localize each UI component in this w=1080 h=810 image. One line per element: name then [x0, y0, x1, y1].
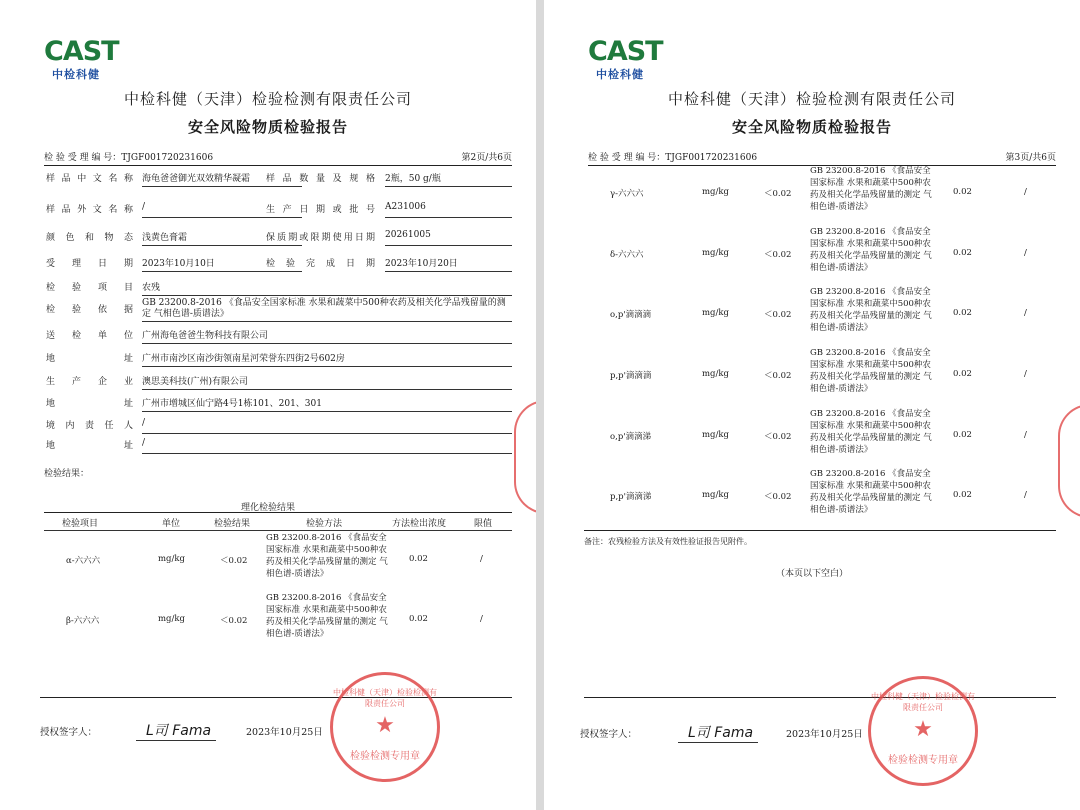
cell-method: GB 23200.8-2016 《食品安全国家标准 水果和蔬菜中500种农药及相关化学品残留量的测定 气相色谱-质谱法》: [810, 166, 932, 212]
field-label: 受 理 日 期: [46, 259, 134, 269]
field-value: A231006: [385, 202, 426, 212]
cell-item: o,p'滴滴涕: [610, 432, 652, 442]
field-label: 送 检 单 位: [46, 331, 134, 341]
field-label: 生 产 企 业: [46, 377, 134, 387]
table-header: [44, 514, 512, 531]
cell-limit: /: [1024, 187, 1027, 197]
field-value: 农残: [142, 283, 161, 293]
col-header: 方法检出浓度: [392, 519, 447, 529]
cell-unit: mg/kg: [702, 248, 729, 258]
stamp-star-icon: ★: [375, 713, 395, 738]
field-row: [44, 274, 512, 296]
cell-unit: mg/kg: [702, 369, 729, 379]
field-value: 浅黄色膏霜: [142, 233, 188, 243]
col-header: 检验方法: [306, 519, 343, 529]
cast-logo: [588, 38, 663, 82]
logo-mark: CAST: [588, 36, 663, 67]
field-value: 20261005: [385, 230, 431, 240]
signature: L司 Fama: [688, 725, 754, 741]
cell-unit: mg/kg: [702, 490, 729, 500]
cell-lod: 0.02: [953, 369, 972, 379]
field-label: 生 产 日 期 或 批 号: [266, 205, 376, 215]
cell-item: β-六六六: [66, 616, 100, 626]
field-row: [44, 412, 512, 434]
results-heading: 检验结果：: [44, 469, 90, 479]
cell-lod: 0.02: [953, 430, 972, 440]
signer-label: 授权签字人：: [580, 729, 638, 740]
cell-result: ＜0.02: [220, 616, 248, 626]
cell-result: ＜0.02: [764, 250, 792, 260]
page-number: 第3页/共6页: [1005, 153, 1056, 163]
field-row: [44, 368, 512, 390]
cell-item: p,p'滴滴滴: [610, 371, 652, 381]
field-value: 澳思美科技(广州)有限公司: [142, 377, 249, 387]
field-value: GB 23200.8-2016 《食品安全国家标准 水果和蔬菜中500种农药及相关化学品残留量的测定 气相色谱-质谱法》: [142, 298, 506, 319]
logo-cn: 中检科健: [596, 68, 644, 81]
cell-item: p,p'滴滴涕: [610, 492, 652, 502]
field-label: 样 品 外 文 名 称: [46, 205, 134, 215]
field-row: [44, 322, 512, 344]
field-value: 2023年10月10日: [142, 259, 215, 269]
field-row: [44, 432, 512, 454]
stamp-ring-text: 中检科健（天津）检验检测有限责任公司: [871, 692, 975, 712]
cell-unit: mg/kg: [702, 430, 729, 440]
cell-limit: /: [1024, 369, 1027, 379]
cell-lod: 0.02: [953, 248, 972, 258]
stamp-bottom-text: 检验检测专用章: [888, 755, 958, 766]
field-value: 广州市南沙区南沙街领南星河荣誉东四街2号602房: [142, 354, 345, 364]
field-label: 地 址: [46, 441, 134, 451]
report-title: 安全风险物质检验报告: [731, 118, 892, 136]
cell-result: ＜0.02: [220, 556, 248, 566]
field-label: 检 验 依 据: [46, 305, 134, 315]
cell-limit: /: [1024, 308, 1027, 318]
stamp-ring-text: 中检科健（天津）检验检测有限责任公司: [333, 688, 437, 708]
field-value: 2瓶，50 g/瓶: [385, 174, 441, 184]
field-row: [44, 345, 512, 367]
cell-item: α-六六六: [66, 556, 101, 566]
cell-limit: /: [1024, 248, 1027, 258]
acceptance-number: 检 验 受 理 编 号：TJGF001720231606: [44, 153, 214, 163]
cell-result: ＜0.02: [764, 432, 792, 442]
official-stamp: [868, 676, 978, 786]
official-stamp: [330, 672, 440, 782]
cell-limit: /: [480, 554, 483, 564]
report-page-1: [0, 0, 536, 810]
col-header: 单位: [162, 519, 181, 529]
note: 备注：农残检验方法及有效性验证报告见附件。: [584, 537, 752, 546]
field-label: 境 内 责 任 人: [46, 421, 134, 431]
field-value: 广州海龟爸爸生物科技有限公司: [142, 331, 269, 341]
divider: [584, 697, 1056, 698]
company-name: 中检科健（天津）检验检测有限责任公司: [123, 90, 412, 108]
seam-stamp: [514, 400, 536, 514]
field-label: 保质期或限期使用日期: [266, 233, 376, 243]
field-value: /: [142, 418, 146, 428]
cell-method: GB 23200.8-2016 《食品安全国家标准 水果和蔬菜中500种农药及相关化学品残留量的测定 气相色谱-质谱法》: [810, 227, 932, 273]
cell-item: γ-六六六: [610, 189, 644, 199]
sign-date: 2023年10月25日: [786, 729, 863, 740]
field-value: 广州市增城区仙宁路4号1栋101、201、301: [142, 399, 322, 409]
cell-unit: mg/kg: [158, 614, 185, 624]
cell-method: GB 23200.8-2016 《食品安全国家标准 水果和蔬菜中500种农药及相关化学品残留量的测定 气相色谱-质谱法》: [810, 469, 932, 515]
signer-label: 授权签字人：: [40, 727, 98, 738]
field-label: 颜 色 和 物 态: [46, 233, 134, 243]
stamp-bottom-text: 检验检测专用章: [350, 751, 420, 762]
field-label: 地 址: [46, 399, 134, 409]
field-value: 2023年10月20日: [385, 259, 458, 269]
signature: L司 Fama: [146, 723, 212, 739]
blank-note: （本页以下空白）: [775, 569, 848, 579]
cell-lod: 0.02: [953, 308, 972, 318]
cell-limit: /: [1024, 490, 1027, 500]
logo-mark: CAST: [44, 36, 119, 67]
field-label: 地 址: [46, 354, 134, 364]
col-header: 检验项目: [62, 519, 99, 529]
col-header: 检验结果: [214, 519, 251, 529]
cell-lod: 0.02: [953, 187, 972, 197]
report-title: 安全风险物质检验报告: [187, 118, 348, 136]
cell-result: ＜0.02: [764, 371, 792, 381]
page-number: 第2页/共6页: [461, 153, 512, 163]
field-value: /: [142, 438, 146, 448]
cell-method: GB 23200.8-2016 《食品安全国家标准 水果和蔬菜中500种农药及相关化学品残留量的测定 气相色谱-质谱法》: [266, 593, 388, 639]
field-label: 样 品 数 量 及 规 格: [266, 174, 376, 184]
table-title: 理化检验结果: [240, 503, 295, 513]
cell-result: ＜0.02: [764, 310, 792, 320]
report-header: [44, 150, 512, 166]
cell-limit: /: [480, 614, 483, 624]
stamp-star-icon: ★: [913, 717, 933, 742]
sign-date: 2023年10月25日: [246, 727, 323, 738]
col-header: 限值: [474, 519, 493, 529]
divider: [40, 697, 512, 698]
cell-lod: 0.02: [409, 614, 428, 624]
cell-unit: mg/kg: [702, 308, 729, 318]
cell-unit: mg/kg: [158, 554, 185, 564]
cell-item: δ-六六六: [610, 250, 644, 260]
cell-method: GB 23200.8-2016 《食品安全国家标准 水果和蔬菜中500种农药及相关化学品残留量的测定 气相色谱-质谱法》: [810, 409, 932, 455]
field-row: [44, 196, 512, 218]
report-header: [588, 150, 1056, 166]
cell-result: ＜0.02: [764, 492, 792, 502]
seam-stamp: [1058, 404, 1080, 518]
cell-lod: 0.02: [953, 490, 972, 500]
field-row: [44, 250, 512, 272]
cell-result: ＜0.02: [764, 189, 792, 199]
cell-lod: 0.02: [409, 554, 428, 564]
field-label: 检 验 完 成 日 期: [266, 259, 376, 269]
field-row: [44, 165, 512, 187]
cell-limit: /: [1024, 430, 1027, 440]
field-value: /: [142, 202, 146, 212]
acceptance-number: 检 验 受 理 编 号：TJGF001720231606: [588, 153, 758, 163]
cell-unit: mg/kg: [702, 187, 729, 197]
cell-method: GB 23200.8-2016 《食品安全国家标准 水果和蔬菜中500种农药及相关化学品残留量的测定 气相色谱-质谱法》: [266, 533, 388, 579]
field-row: [44, 390, 512, 412]
field-row: [44, 296, 512, 322]
logo-cn: 中检科健: [52, 68, 100, 81]
field-value: 海龟爸爸御光双效精华凝霜: [142, 174, 251, 184]
company-name: 中检科健（天津）检验检测有限责任公司: [667, 90, 956, 108]
field-row: [44, 224, 512, 246]
field-label: 检 验 项 目: [46, 283, 134, 293]
cell-item: o,p'滴滴滴: [610, 310, 652, 320]
cast-logo: [44, 38, 119, 82]
field-label: 样 品 中 文 名 称: [46, 174, 134, 184]
cell-method: GB 23200.8-2016 《食品安全国家标准 水果和蔬菜中500种农药及相关化学品残留量的测定 气相色谱-质谱法》: [810, 348, 932, 394]
report-page-2: [544, 0, 1080, 810]
cell-method: GB 23200.8-2016 《食品安全国家标准 水果和蔬菜中500种农药及相关化学品残留量的测定 气相色谱-质谱法》: [810, 287, 932, 333]
